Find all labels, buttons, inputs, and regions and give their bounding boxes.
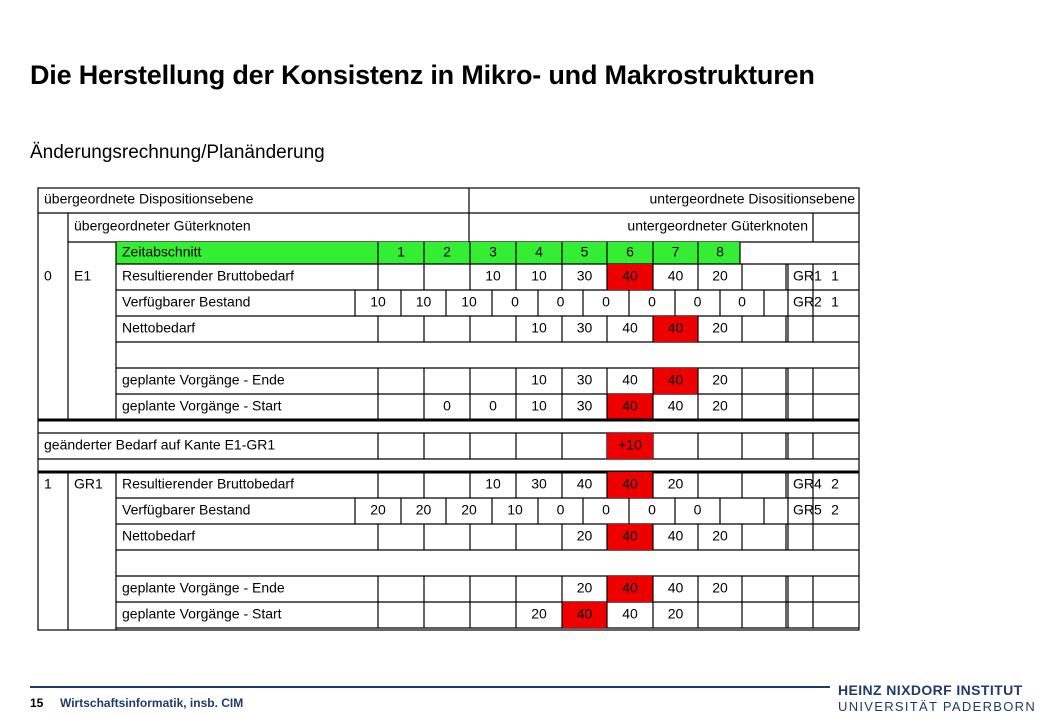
page-number: 15 [30,696,44,710]
level-number: 0 [44,267,52,284]
header-left-1: übergeordnete Dispositionsebene [44,190,254,207]
net-value: 20 [576,527,593,544]
row-label: geplante Vorgänge - Start [122,605,282,622]
stock-value: 20 [461,501,477,518]
stock-value: 0 [511,293,519,310]
stock-value: 10 [370,293,386,310]
net-value: 40 [622,527,638,544]
gross-value: 40 [576,475,593,492]
institute-logo [838,682,1037,714]
gross-value: 30 [531,475,547,492]
end-value: 10 [531,371,547,388]
stock-value: 0 [693,501,702,518]
stock-value: 10 [507,501,523,518]
logo-line1: HEINZ NIXDORF INSTITUT [838,682,1023,698]
sub-qty: 1 [831,293,839,310]
stock-value: 10 [415,293,432,310]
sub-node: GR2 [793,293,822,310]
stock-value: 0 [693,293,702,310]
start-value: 20 [667,605,684,622]
start-value: 40 [622,605,638,622]
gross-value: 30 [576,267,593,284]
slide-title: Die Herstellung der Konsistenz in Mikro- und Makrostrukturen [30,60,815,90]
start-value: 40 [667,397,684,414]
sub-qty: 1 [831,267,839,284]
change-label: geänderter Bedarf auf Kante E1-GR1 [44,436,276,453]
gross-value: 20 [667,475,684,492]
row-label: geplante Vorgänge - Ende [122,371,285,388]
start-value: 30 [576,397,593,414]
gross-value: 10 [485,475,501,492]
gross-value: 10 [485,267,501,284]
stock-value: 0 [602,501,610,518]
period-number: 7 [671,243,680,260]
header-right-2: untergeordneter Güterknoten [627,217,808,234]
period-number: 1 [397,243,405,260]
row-label: Verfügbarer Bestand [122,293,251,310]
node-name: E1 [74,267,92,284]
sub-qty: 2 [831,501,839,518]
net-value: 40 [622,319,638,336]
period-number: 8 [716,243,724,260]
row-label: Nettobedarf [122,527,196,544]
sub-qty: 2 [831,475,839,492]
end-value: 40 [667,371,684,388]
gross-value: 20 [712,267,728,284]
stock-value: 20 [370,501,386,518]
stock-value: 10 [461,293,477,310]
node-name: GR1 [74,475,103,492]
stock-value: 20 [415,501,432,518]
gross-value: 40 [667,267,684,284]
end-value: 20 [712,579,728,596]
end-value: 40 [667,579,684,596]
change-value: +10 [618,436,642,453]
row-label: Verfügbarer Bestand [122,501,251,518]
stock-value: 0 [648,501,656,518]
footer-divider [30,686,830,688]
level-number: 1 [44,475,52,492]
stock-value: 0 [648,293,656,310]
period-number: 5 [580,243,589,260]
row-label: Resultierender Bruttobedarf [122,267,294,284]
end-value: 40 [622,579,638,596]
net-value: 20 [712,319,728,336]
header-right-1: untergeordnete Disositionsebene [649,190,855,207]
start-value: 40 [576,605,593,622]
net-value: 10 [531,319,547,336]
row-label: Nettobedarf [122,319,196,336]
sub-node: GR4 [793,475,822,492]
period-number: 2 [443,243,451,260]
row-label: Resultierender Bruttobedarf [122,475,294,492]
period-number: 3 [489,243,497,260]
net-value: 30 [576,319,593,336]
start-value: 20 [531,605,547,622]
net-value: 20 [712,527,728,544]
period-number: 6 [626,243,634,260]
start-value: 20 [712,397,728,414]
gross-value: 10 [531,267,547,284]
sub-node: GR1 [793,267,822,284]
start-value: 40 [622,397,638,414]
stock-value: 0 [602,293,610,310]
gross-value: 40 [622,475,638,492]
sub-node: GR5 [793,501,822,518]
period-header-bg [116,242,740,264]
row-label: geplante Vorgänge - Start [122,397,282,414]
row-label: geplante Vorgänge - Ende [122,579,285,596]
stock-value: 0 [556,293,565,310]
start-value: 10 [531,397,547,414]
gross-value: 40 [622,267,638,284]
end-value: 30 [576,371,593,388]
period-number: 4 [535,243,543,260]
logo-line2: UNIVERSITÄT PADERBORN [838,699,1037,714]
slide-subtitle: Änderungsrechnung/Planänderung [30,142,325,163]
end-value: 40 [622,371,638,388]
net-value: 40 [667,527,684,544]
period-label: Zeitabschnitt [122,243,202,260]
stock-value: 0 [556,501,565,518]
footer-text: Wirtschaftsinformatik, insb. CIM [60,696,244,710]
start-value: 0 [443,397,451,414]
end-value: 20 [576,579,593,596]
net-value: 40 [667,319,684,336]
end-value: 20 [712,371,728,388]
header-left-2: übergeordneter Güterknoten [74,217,251,234]
start-value: 0 [489,397,497,414]
stock-value: 0 [738,293,746,310]
